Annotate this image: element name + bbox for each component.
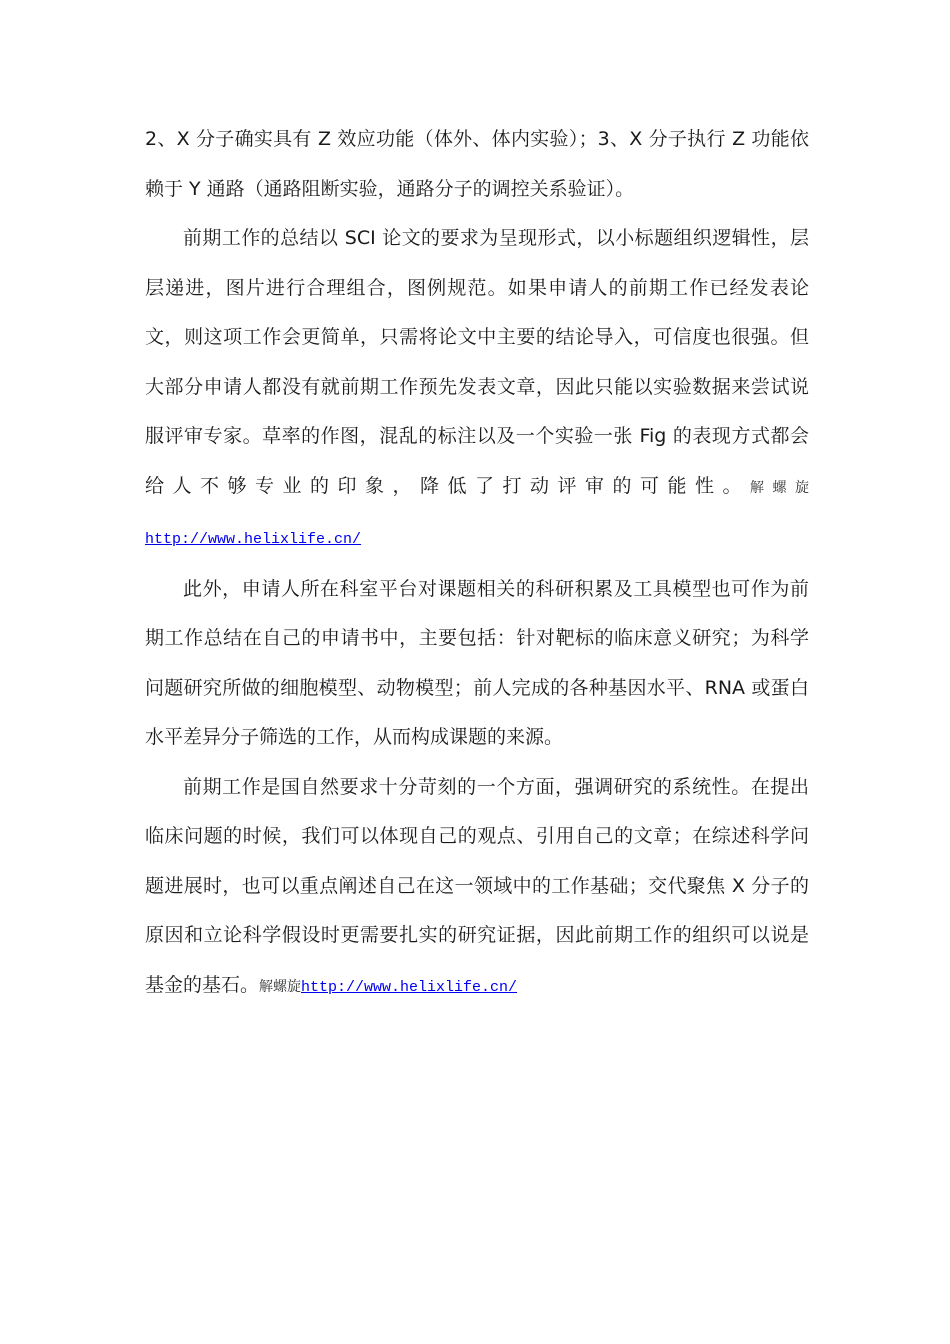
brand-label: 解螺旋 [750,479,809,496]
paragraph-3-text: 此外，申请人所在科室平台对课题相关的科研积累及工具模型也可作为前期工作总结在自己的申请书中，主要包括：针对靶标的临床意义研究；为科学问题研究所做的细胞模型、动物模型；前人完成的各种基因水平、RNA 或蛋白水平差异分子筛选的工作，从而构成课题的来源。 [145,577,809,748]
helixlife-link[interactable]: http://www.helixlife.cn/ [145,531,362,548]
paragraph-1-text: 2、X 分子确实具有 Z 效应功能（体外、体内实验）；3、X 分子执行 Z 功能依赖于 Y 通路（通路阻断实验，通路分子的调控关系验证）。 [145,128,809,200]
paragraph-1 [145,115,809,214]
helixlife-link[interactable]: http://www.helixlife.cn/ [301,978,518,996]
paragraph-4-text: 前期工作是国自然要求十分苛刻的一个方面，强调研究的系统性。在提出临床问题的时候，我们可以体现自己的观点、引用自己的文章；在综述科学问题进展时，也可以重点阐述自己在这一领域中的工作基础；交代聚焦 X 分子的原因和立论科学假设时更需要扎实的研究证据，因此前期工作的组织可以说是基金的基石。 [145,775,809,996]
brand-label: 解螺旋 [259,978,302,995]
paragraph-4 [145,763,809,1013]
document-body [145,115,809,1012]
paragraph-2-text: 前期工作的总结以 SCI 论文的要求为呈现形式，以小标题组织逻辑性，层层递进，图片进行合理组合，图例规范。如果申请人的前期工作已经发表论文，则这项工作会更简单，只需将论文中主要的结论导入，可信度也很强。但大部分申请人都没有就前期工作预先发表文章，因此只能以实验数据来尝试说服评审专家。草率的作图，混乱的标注以及一个实验一张 Fig 的表现方式都会给人不够专业的印象，降低了打动评审的可能性。 [145,227,809,497]
paragraph-3 [145,565,809,763]
paragraph-2 [145,214,809,565]
